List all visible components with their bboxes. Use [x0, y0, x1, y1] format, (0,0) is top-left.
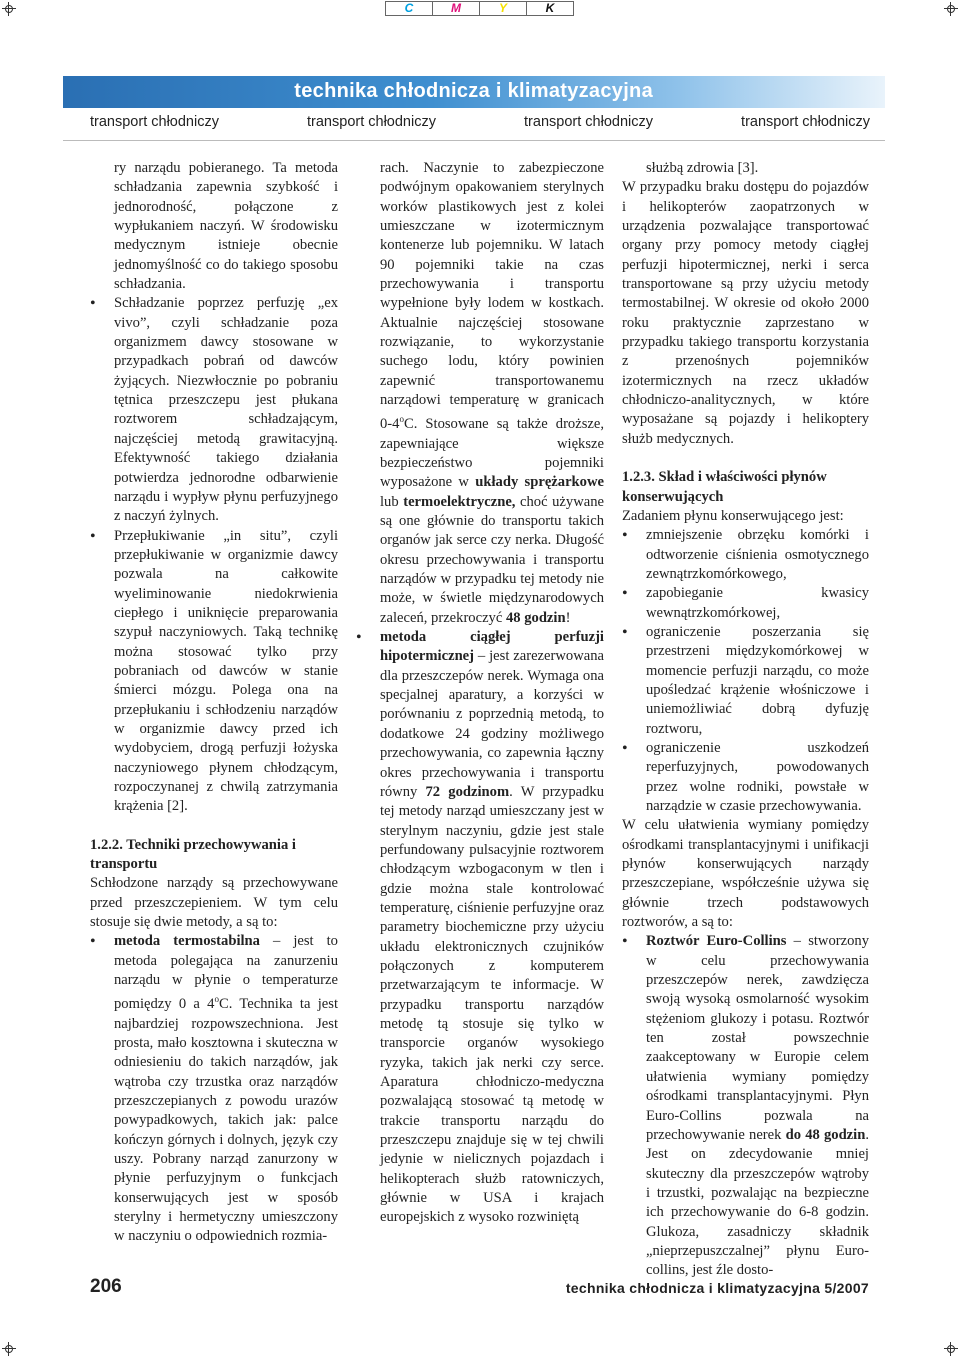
- page-number: 206: [90, 1276, 122, 1297]
- header-divider: [63, 140, 885, 141]
- term: metoda termostabilna: [114, 933, 260, 950]
- bullet-list: [622, 526, 869, 816]
- cmyk-color-bar: [385, 1, 574, 16]
- degree-sign: o: [399, 414, 404, 425]
- text: – jest zarezerwowana dla przeszczepów nerek. Wymaga ona specjalnej aparatury, a korzyści w porównaniu z poprzednią metodą, to dodatkowe 24 godziny możliwego przechowywania, co zapewnia łączny okres przechowywania i transportu równy: [380, 648, 604, 800]
- journal-footer: technika chłodnicza i klimatyzacyjna 5/2007: [565, 1280, 869, 1296]
- section-label: transport chłodniczy: [524, 114, 653, 130]
- degree-sign: o: [214, 994, 219, 1005]
- section-heading: 1.2.3. Skład i właściwości płynów konserwujących: [622, 469, 827, 505]
- registration-mark-bottom-left: [2, 1342, 16, 1356]
- text: . W przypadku tej metody narząd umieszczany jest w sterylnym naczyniu, gdzie jest stale perfundowany pulsacyjnie roztworem chłodzącym wzbogaconym w tlen i gdzie można stale kontrolować temperaturę, ciśnienie perfuzyjne oraz parametry biochemiczne przy użyciu układu elektronicznych czujników połączonych z komputerem przetwarzającym te informacje. W przypadku transportu narządów metodę tą stosuje się tylko w transporcie organów wysokiego ryzyka, takich jak nerki czy serce. Aparatura chłodniczo-medyczna pozwalającą stosować tą metodę w trakcie transportu narządu do przeszczepu znajduje się w tej chwili jedynie w nielicznych pojazdach i helikopterach służb ratowniczych, głównie w USA i krajach europejskich z wysoko rozwiniętą: [380, 783, 604, 1226]
- registration-mark-top-right: [944, 2, 958, 16]
- registration-mark-top-left: [2, 2, 16, 16]
- term: do 48 godzin: [785, 1126, 866, 1143]
- list-item: [622, 932, 869, 1280]
- article-column-1: [90, 159, 338, 1247]
- term: metoda ciągłej perfuzji hipotermicznej: [380, 629, 604, 665]
- text: C. Technika ta jest najbardziej rozpowszechniona. Jest prosta, mało kosztowna i skuteczna w odniesieniu do takich narządów, jak wątroba czy trzustka oraz narządów przeszczepianych z powodu urazów powypadkowych, takich jak: palce kończyn górnych i dolnych, język czy uszy. Pobrany narząd zanurzony w płynie perfuzyjnym o funkcjach konserwujących jest w sposób sterylny i hermetyczny umieszczony w naczyniu o odpowiednich rozmia-: [114, 996, 338, 1245]
- journal-title: technika chłodnicza i klimatyzacyjna: [294, 80, 653, 102]
- list-item: [356, 628, 604, 1228]
- bullet-list: [622, 932, 869, 1280]
- section-labels: [90, 114, 870, 130]
- section-label: transport chłodniczy: [90, 114, 219, 130]
- text: !: [565, 609, 571, 626]
- text: C. Stosowane są także droższe, zapewniające większe bezpieczeństwo pojemniki wyposażone w: [380, 416, 604, 491]
- text: choć używane są one głównie do transportu takich organów jak serce czy nerka. Długość okresu przechowywania i transportu narządów w przypadku tej metody nie może, w świetle międzynarodowych zaleceń, przekroczyć: [380, 493, 604, 626]
- paragraph: służbą zdrowia [3].: [646, 160, 759, 176]
- paragraph: W przypadku braku dostępu do pojazdów i helikopterów zaopatrzonych w urządzenia pozwalające transportować organy przy pomocy metody ciągłej perfuzji hipotermicznej, nerki i serca transportowane są przy użyciu metody termostabilnej. W okresie od około 2000 roku praktycznie zaprzestano w przypadku takiego transportu korzystania z przenośnych pojemników izotermicznych na rzecz układów chłodniczo-analitycznych, w które wyposażane są pojazdy i helikoptery służb medycznych.: [622, 179, 869, 447]
- list-item: • zmniejszenie obrzęku komórki i odtworzenie ciśnienia osmotycznego zewnątrzkomórkowego,: [622, 526, 869, 584]
- paragraph: Zadaniem płynu konserwującego jest:: [622, 507, 844, 524]
- list-item: [90, 932, 338, 1246]
- list-item: • Schładzanie poprzez perfuzję „ex vivo”, czyli schładzanie poza organizmem dawcy stosowane w przypadkach pobrań od dawców żyjących. Niezwłocznie po pobraniu tętnica przeszczepu jest płukana roztworem schładzającym, najczęściej metodą grawitacyjną. Efektywność takiego działania potwierdza jednorodne odbarwienie narządu i wypływ płynu perfuzyjnego z naczyń żylnych.: [90, 294, 338, 526]
- term: układy sprężarkowe: [475, 474, 604, 491]
- section-label: transport chłodniczy: [307, 114, 436, 130]
- text: – stworzony w celu przechowywania przeszczepów nerek, zawdzięcza swoją wysoką osmolarność wysokim stężeniom glukozy i potasu. Roztwór ten został powszechnie zaakceptowany w Europie celem ułatwienia wymiany pomiędzy ośrodkami transplantacyjnymi. Płyn Euro-Collins pozwala na przechowywanie nerek: [646, 933, 869, 1143]
- text: lub: [380, 493, 404, 510]
- paragraph: Schłodzone narządy są przechowywane przed przeszczepieniem. W tym celu stosuje się dwie metody, a są to:: [90, 875, 338, 931]
- bullet-list: [90, 294, 338, 816]
- bullet-list: [90, 932, 338, 1246]
- registration-mark-bottom-right: [944, 1342, 958, 1356]
- list-item: • Przepłukiwanie „in situ”, czyli przepłukiwanie w organizmie dawcy pozwala na całkowite wyeliminowanie niedokrwienia ciepłego i uniknięcie preparowania szypuł naczyniowych. Taką technikę można stosować tylko przy pobraniach od dawców w stanie śmierci mózgu. Polega ona na przepłukaniu i schłodzeniu narządów w organizmie dawcy przed ich wydobyciem, drogą perfuzji łożyska naczyniowego płynem chłodzącym, rozpoczynanej z chwilą zatrzymania krążenia [2].: [90, 527, 338, 817]
- list-item: • ograniczenie uszkodzeń reperfuzyjnych, powodowanych przez wolne rodniki, powstałe w narządzie w czasie przechowywania.: [622, 739, 869, 816]
- cmyk-y: Y: [480, 2, 527, 15]
- cmyk-m: M: [433, 2, 480, 15]
- cmyk-k: K: [545, 1, 555, 15]
- bullet-list: [356, 628, 604, 1228]
- paragraph: ry narządu pobieranego. Ta metoda schładzania zapewnia szybkość i jednorodność, połączone z wypłukaniem naczyń. W środowisku medycznym istnieje obecnie jednomyślność co do takiego sposobu schładzania.: [114, 160, 338, 293]
- text: . Jest on zdecydowanie mniej skuteczny dla przeszczepów wątroby i trzustki, pozwalając na bezpieczne ich przechowywanie do 6-8 godzin. Glukoza, zasadniczy składnik „nieprzepuszczalnej” płynu Euro-collins, jest źle dosto-: [646, 1126, 869, 1279]
- paragraph: [356, 159, 604, 628]
- list-item: • zapobieganie kwasicy wewnątrzkomórkowej,: [622, 584, 869, 623]
- term: termoelektryczne,: [403, 493, 516, 510]
- section-label: transport chłodniczy: [741, 114, 870, 130]
- term: 48 godzin: [505, 609, 566, 626]
- paragraph: W celu ułatwienia wymiany pomiędzy ośrodkami transplantacyjnymi i unifikacji płynów konserwujących narządy przeszczepiane, współcześnie używa się głównie trzech podstawowych roztworów, a są to:: [622, 817, 869, 931]
- term: 72 godzinom: [425, 783, 510, 800]
- header-banner: [63, 76, 885, 108]
- cmyk-c: C: [386, 2, 433, 15]
- text: rach. Naczynie to zabezpieczone podwójnym opakowaniem sterylnych worków plastikowych jest z kolei umieszczane w izotermicznym kontenerze lub pojemniku. W latach 90 pojemniki takie na czas przechowywania i transportu wypełnione były lodem w kostkach. Aktualnie najczęściej stosowane rozwiązanie, to wykorzystanie suchego lodu, który powinien zapewnić transportowanemu narządowi temperaturę w granicach 0-4: [380, 160, 604, 433]
- list-item: • ograniczenie poszerzania się przestrzeni międzykomórkowej w momencie perfuzji narządu, co może upośledzać krążenie włośniczowe i uniemożliwiać dobrą dyfuzję roztworu,: [622, 623, 869, 739]
- article-column-3: [622, 159, 869, 1281]
- text: – jest to metoda polegająca na zanurzeniu narządu w płynie o temperaturze pomiędzy 0 a 4: [114, 933, 338, 1013]
- term: Roztwór Euro-Collins: [646, 933, 787, 950]
- article-column-2: [356, 159, 604, 1228]
- section-heading: 1.2.2. Techniki przechowywania i transportu: [90, 836, 296, 873]
